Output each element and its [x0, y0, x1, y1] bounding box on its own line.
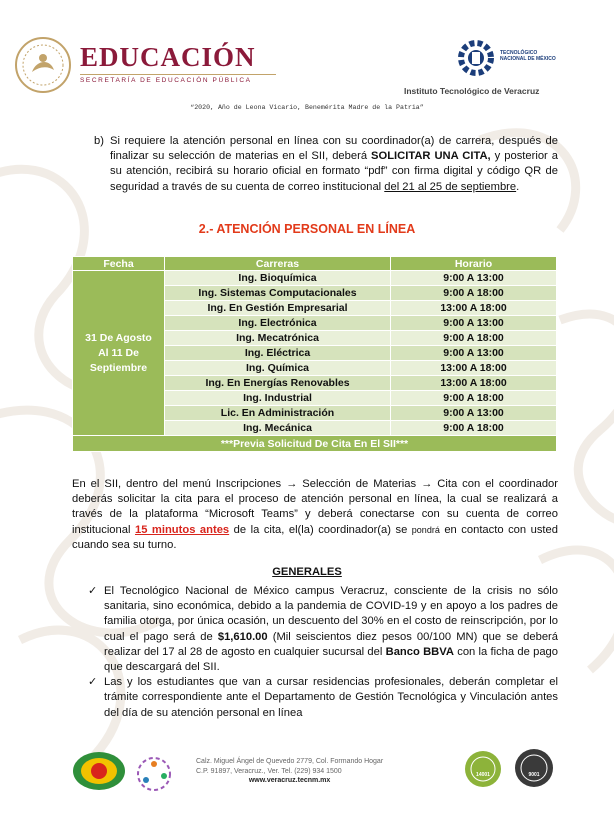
career-cell: Ing. Eléctrica — [165, 346, 391, 361]
career-cell: Ing. Química — [165, 361, 391, 376]
table-footer-note: ***Previa Solicitud De Cita En El SII*** — [73, 436, 557, 452]
career-cell: Ing. Mecatrónica — [165, 331, 391, 346]
career-cell: Ing. Industrial — [165, 391, 391, 406]
certification-icon — [514, 748, 554, 788]
list-item: ✓ Las y los estudiantes que van a cursar residencias profesionales, deberán completar el trámite correspondiente ante el Departamento de Gestión Tecnológica y Vinculación antes del día de su atención personal en línea — [88, 676, 558, 719]
generales-title: GENERALES — [272, 566, 342, 578]
career-cell: Ing. En Gestión Empresarial — [165, 301, 391, 316]
hours-cell: 9:00 A 18:00 — [391, 391, 557, 406]
career-cell: Ing. Electrónica — [165, 316, 391, 331]
career-cell: Ing. Bioquímica — [165, 271, 391, 286]
tecnm-name: TECNOLÓGICO NACIONAL DE MÉXICO — [500, 50, 556, 62]
career-cell: Ing. Mecánica — [165, 421, 391, 436]
campus-logo-icon — [70, 750, 128, 792]
footer-address: Calz. Miguel Ángel de Quevedo 2779, Col. Formando Hogar C.P. 91897, Veracruz., Ver. Tel. (229) 934 1500 www.veracruz.tecnm.mx — [196, 758, 384, 784]
brand-subtitle: SECRETARÍA DE EDUCACIÓN PÚBLICA — [80, 74, 276, 84]
list-label: b) — [94, 135, 104, 147]
hours-cell: 9:00 A 18:00 — [391, 421, 557, 436]
section-title: 2.- ATENCIÓN PERSONAL EN LÍNEA — [198, 222, 416, 236]
year-motto: “2020, Año de Leona Vicario, Benemérita Madre de la Patria” — [190, 104, 424, 111]
website-link[interactable]: www.veracruz.tecnm.mx — [248, 777, 331, 784]
national-seal-icon — [14, 36, 72, 94]
brand-title: EDUCACIÓN — [80, 42, 256, 72]
table-row — [73, 271, 557, 286]
header-carreras: Carreras — [165, 257, 391, 271]
iso-14001-badge: 14001 — [464, 750, 502, 788]
career-cell: Ing. En Energías Renovables — [165, 376, 391, 391]
brand-block — [80, 42, 276, 84]
header-fecha: Fecha — [73, 257, 165, 271]
hours-cell: 13:00 A 18:00 — [391, 361, 557, 376]
table-footer-row — [73, 436, 557, 452]
certification-icon — [464, 750, 502, 788]
checkmark-icon: ✓ — [88, 585, 98, 597]
community-logo-icon — [134, 754, 174, 794]
checkmark-icon: ✓ — [88, 676, 98, 689]
hours-cell: 9:00 A 13:00 — [391, 271, 557, 286]
hours-cell: 9:00 A 13:00 — [391, 316, 557, 331]
career-cell: Ing. Sistemas Computacionales — [165, 286, 391, 301]
hours-cell: 13:00 A 18:00 — [391, 376, 557, 391]
paragraph-b: b) Si requiere la atención personal en línea con su coordinador(a) de carrera, después de finalizar su selección de materias en el SII, deberá SOLICITAR UNA CITA, y posterior a su atención, recibirá su horario oficial en formato “pdf” con firma digital y código QR de seguridad a través de su cuenta de correo institucional del 21 al 25 de septiembre. — [94, 135, 558, 193]
hours-cell: 9:00 A 13:00 — [391, 406, 557, 421]
tecnm-logo-icon — [456, 38, 496, 78]
hours-cell: 9:00 A 18:00 — [391, 331, 557, 346]
schedule-table — [72, 256, 557, 452]
institute-name: Instituto Tecnológico de Veracruz — [404, 86, 540, 96]
hours-cell: 13:00 A 18:00 — [391, 301, 557, 316]
generales-list — [88, 584, 558, 721]
hours-cell: 9:00 A 18:00 — [391, 286, 557, 301]
sii-instructions: En el SII, dentro del menú Inscripciones → Selección de Materias → Cita con el coordinador deberás solicitar la cita para el proceso de atención personal en línea, la cual se realizará a través de la plataforma “Microsoft Teams” y deberá conectarse con su cuenta de correo institucional 15 minutos antes de la cita, el(la) coordinador(a) se pondrá en contacto con usted cuando sea su turno. — [72, 478, 558, 551]
header-horario: Horario — [391, 257, 557, 271]
date-range-cell: 31 De Agosto Al 11 De Septiembre — [73, 271, 165, 436]
iso-9001-badge: 9001 — [514, 748, 554, 788]
list-item: ✓ El Tecnológico Nacional de México campus Veracruz, consciente de la crisis no sólo sanitaria, sino económica, debido a la pandemia de COVID-19 y en apoyo a los padres de familia otorga, por única ocasión, un descuento del 30% en el costo de reinscripción, por lo cual el pago será de $1,610.00 (Mil seiscientos diez pesos 00/100 MN) que se deberá realizar del 17 al 28 de agosto en cualquier sucursal del Banco BBVA con la ficha de pago que descargará del SII. — [88, 585, 558, 674]
table-header-row — [73, 257, 557, 271]
hours-cell: 9:00 A 13:00 — [391, 346, 557, 361]
career-cell: Lic. En Administración — [165, 406, 391, 421]
